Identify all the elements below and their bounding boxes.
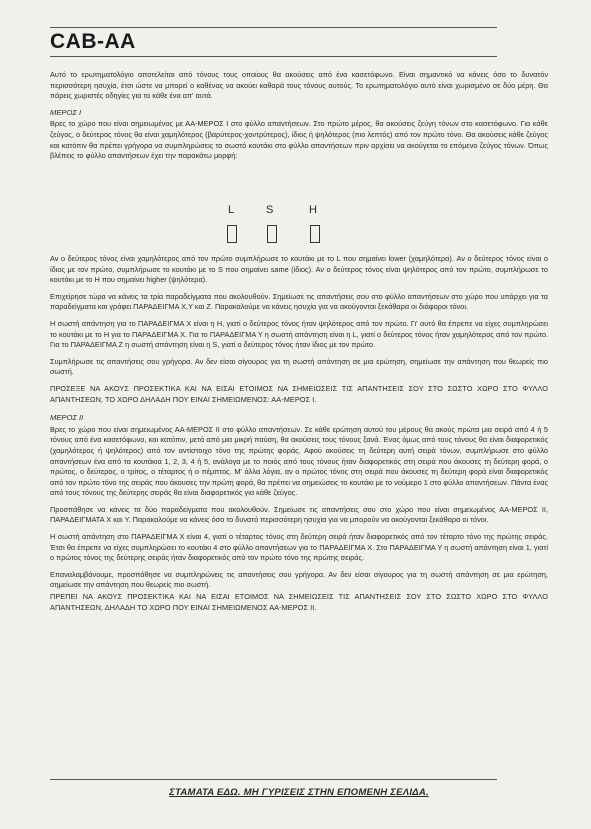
answer-box-l[interactable] bbox=[227, 225, 237, 243]
part1-paragraph-5: Συμπλήρωσε τις απαντήσεις σου γρήγορα. Αν δεν είσαι σίγουρος για τη σωστή απάντηση σε μια ερώτηση, σημείωσε την απάντηση που θεωρείς πιο σωστή. bbox=[50, 356, 548, 377]
part1-paragraph-2: Αν ο δεύτερος τόνος είναι χαμηλότερος από τον πρώτο συμπλήρωσε το κουτάκι με το L που σημαίνει lower (χαμηλότερα). Αν ο δεύτερος τόνος είναι ο ίδιος με τον πρώτο, συμπλήρωσε το κουτάκι με το S που σημαίνει same (ίδιος). Αν ο δεύτερος τόνος είναι ψηλότερος από τον πρώτο, συμπλήρωσε το κουτάκι με το H που σημαίνει higher (ψηλότερα). bbox=[50, 254, 548, 285]
part2-paragraph-1: Βρες το χώρο που είναι σημειωμένος ΑΑ-ΜΕΡΟΣ ΙΙ στο φύλλο απαντήσεων. Σε κάθε ερώτηση αυτού του μέρους θα ακούς πρώτα μια σειρά από 4 ή 5 τόνους από ένα κασετόφωνο, και κατόπιν, μετά από μια μικρή παύση, θα ακούσεις τους τόνους ξανά. Ένας όμως από τους τόνους θα είναι διαφορετικός (χαμηλότερος ή ψηλότερος) από τον αντίστοιχο τόνο της πρώτης φοράς. Αφού ακούσεις τη δεύτερη αυτή σειρά τόνων, συμπλήρωσε στο φύλλο απαντήσεων ένα από τα κουτάκια 1, 2, 3, 4 ή 5, ανάλογα με το ποιός από τους τόνους ήταν διαφορετικός στη σειρά που άκουσες τη δεύτερη φορά, ο πρώτος, ο δεύτερος, ο τρίτος, ο τέταρτος ή ο πέμπτος. Μ' άλλα λόγια, αν ο πρώτος τόνος στη σειρά που άκουσες τη δεύτερη φορά είναι διαφορετικός από τον πρώτο τόνο της σειράς που άκουσες την πρώτη φορά, θα πρέπει να σημειώσεις το κουτάκι με το νούμερο 1 στο φύλλο απαντήσεων. Πάντα ένας από τους τόνους της δεύτερης σειράς θα είναι διαφορετικός για κάθε ζεύγος. bbox=[50, 424, 548, 498]
page-title: CAB-AA bbox=[50, 30, 136, 53]
part2-heading: ΜΕΡΟΣ ΙΙ bbox=[50, 413, 84, 423]
answer-box-h[interactable] bbox=[310, 225, 320, 243]
part1-paragraph-3: Επιχείρησε τώρα να κάνεις τα τρία παραδείγματα που ακολουθούν. Σημείωσε τις απαντήσεις σου στο φύλλο απαντήσεων στο χώρο που υπάρχει για τα παραδείγματα και γράφει ΠΑΡΑΔΕΙΓΜΑ Χ,Υ και Ζ. Παρακαλούμε να κάνεις ησυχία για να ακούγονται ξεκάθαρα οι διάφοροι τόνοι. bbox=[50, 291, 548, 312]
part2-paragraph-4: Επαναλαμβάνουμε, προσπάθησε να συμπληρώνεις τις απαντήσεις σου γρήγορα. Αν δεν είσαι σίγουρος για τη σωστή απάντηση σε μια ερώτηση, σημείωσε την απάντηση που θεωρείς πιο σωστή. bbox=[50, 569, 548, 590]
part1-instructions bbox=[50, 254, 548, 619]
part1-paragraph-1: Βρες το χώρο που είναι σημειωμένος με ΑΑ-ΜΕΡΟΣ Ι στο φύλλο απαντήσεων. Στο πρώτο μέρος, θα ακούσεις ζεύγη τόνων στο κασετόφωνο. Για κάθε ζεύγος, ο δεύτερος τόνος θα είναι χαμηλότερος (βαρύτερος-χοντρύτερος), ίδιος ή ψηλότερος (πιο λεπτός) από τον πρώτο τόνο. Θα ακούσεις κάθε ζεύγος και κατόπιν θα πρέπει γρήγορα να συμπληρώσεις το σωστό κουτάκι στο φύλλο απαντήσεων πριν αρχίσει να ακούγεται το επόμενο ζεύγος τόνων. Όπως βλέπεις το φύλλο απαντήσεων έχει την παρακάτω μορφή: bbox=[50, 119, 548, 161]
stop-notice-text: ΣΤΑΜΑΤΑ ΕΔΩ. ΜΗ ΓΥΡΙΣΕΙΣ ΣΤΗΝ ΕΠΟΜΕΝΗ ΣΕΛΙΔΑ. bbox=[169, 787, 429, 798]
part1-warning: ΠΡΟΣΕΞΕ ΝΑ ΑΚΟΥΣ ΠΡΟΣΕΚΤΙΚΑ ΚΑΙ ΝΑ ΕΙΣΑΙ ΕΤΟΙΜΟΣ ΝΑ ΣΗΜΕΙΩΣΕΙΣ ΤΙΣ ΑΠΑΝΤΗΣΕΙΣ ΣΟΥ ΣΤΟ ΣΩΣΤΟ ΧΩΡΟ ΣΤΟ ΦΥΛΛΟ ΑΠΑΝΤΗΣΕΩΝ, ΤΟ ΧΩΡΟ ΔΗΛΑΔΗ ΠΟΥ ΕΙΝΑΙ ΣΗΜΕΙΩΜΕΝΟΣ: ΑΑ-ΜΕΡΟΣ Ι. bbox=[50, 383, 548, 404]
top-rule bbox=[50, 27, 497, 28]
title-rule bbox=[50, 56, 497, 57]
part2-warning: ΠΡΕΠΕΙ ΝΑ ΑΚΟΥΣ ΠΡΟΣΕΚΤΙΚΑ ΚΑΙ ΝΑ ΕΙΣΑΙ ΕΤΟΙΜΟΣ ΝΑ ΣΗΜΕΙΩΣΕΙΣ ΤΙΣ ΑΠΑΝΤΗΣΕΙΣ ΣΟΥ ΣΤΟ ΣΩΣΤΟ ΧΩΡΟ ΣΤΟ ΦΥΛΛΟ ΑΠΑΝΤΗΣΕΩΝ, ΔΗΛΑΔΗ ΤΟ ΧΩΡΟ ΠΟΥ ΕΙΝΑΙ ΣΗΜΕΙΩΜΕΝΟΣ ΑΑ-ΜΕΡΟΣ ΙΙ. bbox=[50, 592, 548, 612]
letter-h: H bbox=[309, 204, 317, 216]
stop-notice bbox=[50, 787, 548, 798]
part2-paragraph-3: Η σωστή απάντηση στο ΠΑΡΑΔΕΙΓΜΑ Χ είναι 4, γιατί ο τέταρτος τόνος στη δεύτερη σειρά ήταν διαφορετικός από τον τέταρτο τόνο της πρώτης σειράς. Έτσι θα έπρεπε να είχες συμπληρώσει το κουτάκι 4 στο φύλλο απαντήσεων για το ΠΑΡΑΔΕΙΓΜΑ Χ. Στο ΠΑΡΑΔΕΙΓΜΑ Υ η σωστή απάντηση είναι 1, γιατί ο πρώτος τόνος της δεύτερης σειράς ήταν διαφορετικός από τον πρώτο τόνο της πρώτης σειράς. bbox=[50, 532, 548, 563]
letter-l: L bbox=[228, 204, 235, 216]
part1-section bbox=[50, 70, 548, 168]
answer-box-s[interactable] bbox=[267, 225, 277, 243]
letter-s: S bbox=[266, 204, 274, 216]
footer-rule bbox=[50, 779, 497, 780]
intro-paragraph: Αυτό το ερωτηματολόγιο αποτελείται από τόνους τους οποίους θα ακούσεις από ένα κασετόφωνο. Είναι σημαντικό να κάνεις όσο το δυνατόν περισσότερη ησυχία, έτσι ώστε να μπορεί ο καθένας να ακούει καθαρά τους τόνους αυτούς. Το ερωτηματολόγιο αυτό είναι χωρισμένο σε δύο μέρη. Θα πάρεις χωριστές οδηγίες για το κάθε ένα απ' αυτά. bbox=[50, 70, 548, 101]
part1-paragraph-4: Η σωστή απάντηση για το ΠΑΡΑΔΕΙΓΜΑ Χ είναι η Η, γιατί ο δεύτερος τόνος ήταν ψηλότερος από τον πρώτο. Γι' αυτό θα έπρεπε να είχες συμπληρώσει το κουτάκι με το Η για το ΠΑΡΑΔΕΙΓΜΑ Χ. Για το ΠΑΡΑΔΕΙΓΜΑ Υ η σωστή απάντηση είναι η L, γιατί ο δεύτερος τόνος ήταν χαμηλότερος από τον πρώτο. Για το ΠΑΡΑΔΕΙΓΜΑ Ζ η σωστή απάντηση είναι η S, γιατί ο δεύτερος τόνος ήταν ίδιος με τον πρώτο. bbox=[50, 318, 548, 350]
part1-heading: ΜΕΡΟΣ Ι bbox=[50, 107, 82, 117]
part2-paragraph-2: Προσπάθησε να κάνεις τα δύο παραδείγματα που ακολουθούν. Σημείωσε τις απαντήσεις σου στο χώρο που είναι σημειωμένος ΑΑ-ΜΕΡΟΣ ΙΙ, ΠΑΡΑΔΕΙΓΜΑΤΑ Χ και Υ. Παρακαλούμε να κάνεις όσο το δυνατό περισσότερη ησυχία για να μπορούν να ακούγονται ξεκάθαρα οι τόνοι. bbox=[50, 504, 548, 525]
